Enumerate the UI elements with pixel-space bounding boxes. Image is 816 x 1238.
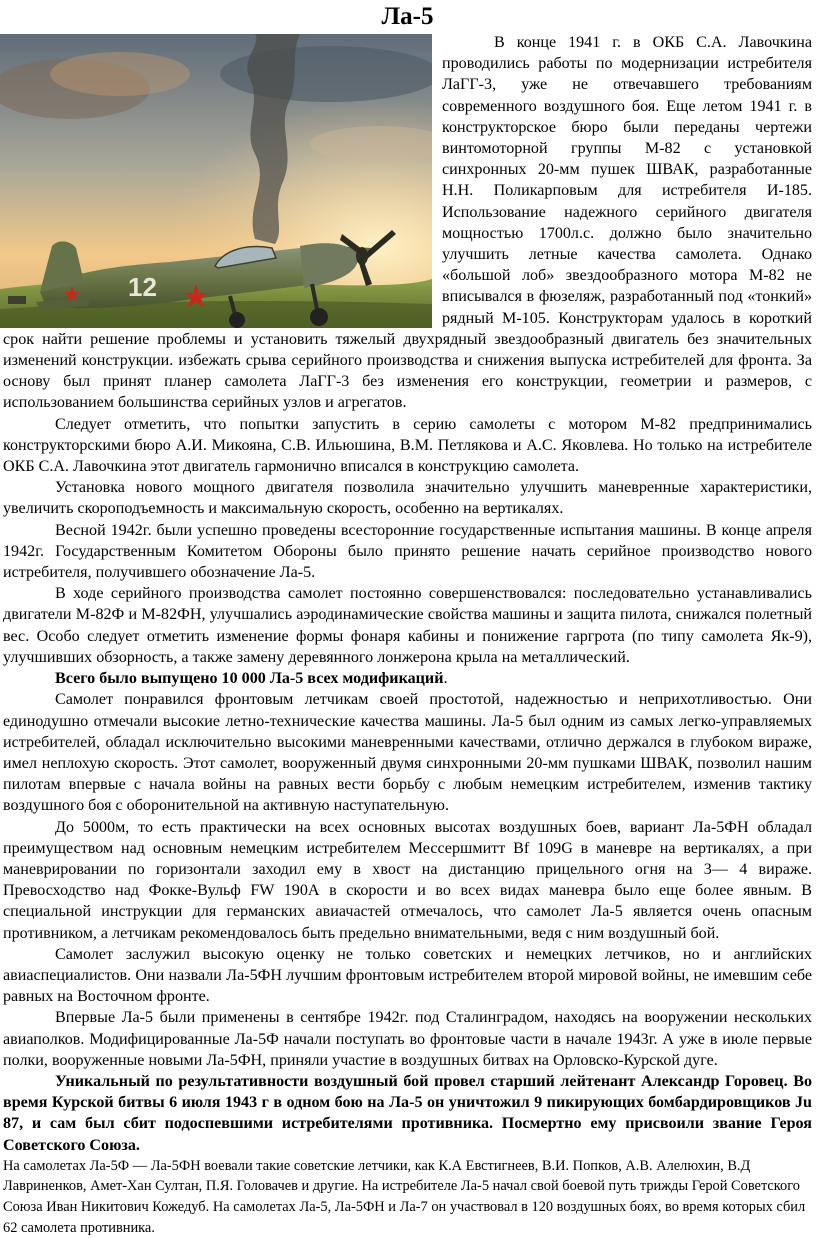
paragraph-total-built: Всего было выпущено 10 000 Ла-5 всех модификаций. — [55, 670, 448, 688]
paragraph-pilots-opinion: Самолет понравился фронтовым летчикам своей простотой, надежностью и неприхотливостью. Они единодушно отмечали высокие летно-технические качества машины. Ла-5 был одним из самых легко-управляемых истребителей, обладал исключительно высокими маневренными качествами, отлично держался в глубоком вираже, имел неплохую скорость. Этот самолет, вооруженный двумя синхронными 20-мм пушками ШВАК, позволил нашим пилотам впервые с начала войны на равных вести борьбу с любым немецким истребителем, изменив тактику воздушного боя с оборонительной на активную наступательную. — [3, 691, 812, 815]
paragraph-pilots-list: На самолетах Ла-5Ф — Ла-5ФН воевали такие советские летчики, как К.А Евстигнеев, В.И. Попков, А.В. Алелюхин, В.Д Лавриненков, Амет-Хан Султан, П.Я. Головачев и другие. На истребителе Ла-5 начал свой боевой путь трижды Герой Советского Союза Иван Никитович Кожедуб. На самолетах Ла-5, Ла-5ФН и Ла-7 он участвовал в 120 воздушных боях, во время которых сбил 62 самолета противника. — [3, 1157, 806, 1236]
paragraph-evaluation: Самолет заслужил высокую оценку не только советских и немецких летчиков, но и английских авиаспециалистов. Они назвали Ла-5ФН лучшим фронтовым истребителем второй мировой войны, не имевшим себе равных на Восточном фронте. — [3, 945, 812, 1006]
la5-aircraft-painting — [0, 34, 432, 328]
paragraph-production: В ходе серийного производства самолет постоянно совершенствовался: последовательно устанавливались двигатели М-82Ф и М-82ФН, улучшались аэродинамические свойства машины и защита пилота, снижался полетный вес. Особо следует отметить изменение формы фонаря кабины и понижение гаргрота (по типу самолета Як-9), улучшивших обзорность, а также замену деревянного лонжерона крыла на металлический. — [3, 585, 812, 666]
paragraph-first-use: Впервые Ла-5 были применены в сентябре 1942г. под Сталинградом, находясь на вооружении нескольких авиаполков. Модифицированные Ла-5Ф начали поступать во фронтовые части в начале 1943г. А уже в июле первые полки, вооруженные новыми Ла-5ФН, приняли участие в воздушных битвах на Орловско-Курской дуге. — [3, 1009, 812, 1069]
paragraph-design-bureaus: Следует отметить, что попытки запустить в серию самолеты с мотором М-82 предпринимались конструкторскими бюро А.И. Микояна, С.В. Ильюшина, В.М. Петлякова и А.С. Яковлева. Но только на истребителе ОКБ С.А. Лавочкина этот двигатель гармонично вписался в конструкцию самолета. — [3, 415, 812, 476]
page-title: Ла-5 — [381, 3, 434, 30]
paragraph-engine: Установка нового мощного двигателя позволила значительно улучшить маневренные характеристики, увеличить скороподъемность и максимальную скорость, особенно на вертикалях. — [3, 479, 812, 518]
tail-number: 12 — [128, 272, 157, 302]
paragraph-gorovets: Уникальный по результативности воздушный бой провел старший лейтенант Александр Горовец. Во время Курской битвы 6 июля 1943 г в одном бою на Ла-5 он уничтожил 9 пикирующих бомбардировщиков Ju 87, и сам был сбит подоспевшими истребителями противника. Посмертно ему присвоили звание Героя Советского Союза. — [3, 1072, 812, 1154]
paragraph-intro: 12 В конце 1941 г. в ОКБ С.А. Лавочкина проводились работы по модернизации истребителя ЛаГГ-3, уже не отвечавшего требованиям современного воздушного боя. Еще летом 1941 г. в конструкторское бюро были переданы чертежи винтомоторной группы М-82 с установкой синхронных 20-мм пушек ШВАК, разработанные Н.Н. Поликарповым для истребителя И-185. Использование надежного серийного двигателя мощностью 1700л.с. должно было значительно улучшить летные качества самолета. Однако «большой лоб» звездообразного мотора М-82 не вписывался в фюзеляж, разработанный под «тонкий» рядный М-105. Конструкторам удалось в короткий срок найти решение проблемы и установить тяжелый двухрядный звездообразный двигатель без значительных изменений конструкции. избежать срыва серийного производства и снижения выпуска истребителей для фронта. За основу был принят планер самолета ЛаГГ-3 без изменения его конструкции, геометрии и размеров, с использованием большинства серийных узлов и агрегатов. — [3, 32, 812, 414]
aircraft-illustration — [0, 34, 432, 328]
paragraph-comparison: До 5000м, то есть практически на всех основных высотах воздушных боев, вариант Ла-5ФН обладал преимуществом над основным немецким истребителем Мессершмитт Bf 109G в маневре на вертикалях, а при маневрировании по горизонтали заходил ему в хвост на дистанцию прицельного огня на 3— 4 вираже. Превосходство над Фокке-Вульф FW 190А в скорости и во всех видах маневра было еще более явным. В специальной инструкции для германских авиачастей отмечалось, что самолет Ла-5 является очень опасным противником, а летчикам рекомендовалось быть предельно внимательными, ведя с ним воздушный бой. — [3, 818, 812, 942]
paragraph-trials: Весной 1942г. были успешно проведены всесторонние государственные испытания машины. В конце апреля 1942г. Государственным Комитетом Обороны было принято решение начать серийное производство нового истребителя, получившего обозначение Ла-5. — [3, 521, 812, 582]
